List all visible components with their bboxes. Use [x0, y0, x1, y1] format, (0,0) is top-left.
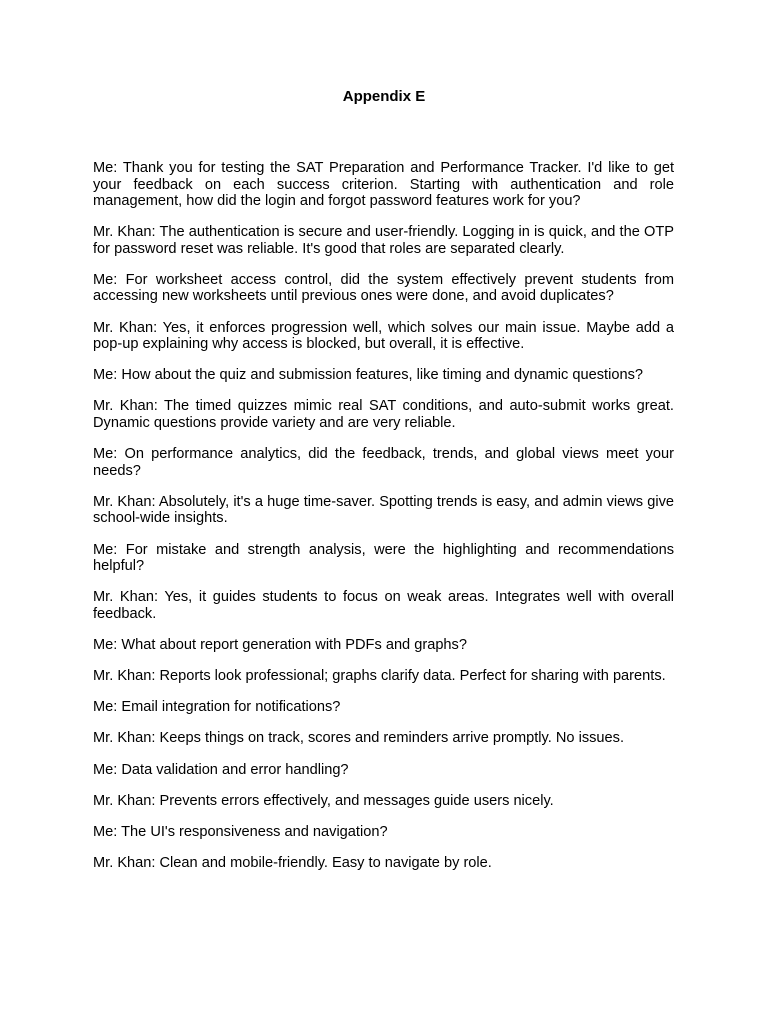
paragraph-18: Mr. Khan: Clean and mobile-friendly. Easy to navigate by role. — [93, 855, 492, 872]
paragraph-13: Me: Email integration for notifications? — [93, 699, 341, 716]
paragraph-2: Mr. Khan: The authentication is secure and user-friendly. Logging in is quick, and the OTP for password reset was reliable. It's good that roles are separated clearly. — [93, 224, 674, 257]
paragraph-9: Me: For mistake and strength analysis, were the highlighting and recommendations helpful? — [93, 541, 674, 574]
paragraph-7: Me: On performance analytics, did the feedback, trends, and global views meet your needs? — [93, 446, 674, 479]
paragraph-11: Me: What about report generation with PDFs and graphs? — [93, 636, 467, 653]
paragraph-3: Me: For worksheet access control, did the system effectively prevent students from accessing new worksheets until previous ones were done, and avoid duplicates? — [93, 271, 674, 305]
paragraph-5: Me: How about the quiz and submission features, like timing and dynamic questions? — [93, 367, 643, 384]
paragraph-16: Mr. Khan: Prevents errors effectively, and messages guide users nicely. — [93, 792, 554, 809]
paragraph-12: Mr. Khan: Reports look professional; graphs clarify data. Perfect for sharing with parents. — [93, 668, 666, 685]
interview-transcript — [93, 160, 674, 886]
paragraph-10: Mr. Khan: Yes, it guides students to focus on weak areas. Integrates well with overall feedback. — [93, 589, 674, 622]
paragraph-14: Mr. Khan: Keeps things on track, scores and reminders arrive promptly. No issues. — [93, 730, 625, 747]
page-title: Appendix E — [342, 88, 426, 105]
paragraph-1: Me: Thank you for testing the SAT Preparation and Performance Tracker. I'd like to get your feedback on each success criterion. Starting with authentication and role management, how did the login and forgot password features work for you? — [93, 160, 674, 209]
paragraph-6: Mr. Khan: The timed quizzes mimic real SAT conditions, and auto-submit works great. Dynamic questions provide variety and are very reliable. — [93, 398, 674, 431]
paragraph-15: Me: Data validation and error handling? — [93, 761, 349, 778]
paragraph-17: Me: The UI's responsiveness and navigation? — [93, 824, 388, 840]
paragraph-8: Mr. Khan: Absolutely, it's a huge time-saver. Spotting trends is easy, and admin views give school-wide insights. — [93, 493, 674, 527]
paragraph-4: Mr. Khan: Yes, it enforces progression well, which solves our main issue. Maybe add a pop-up explaining why access is blocked, but overall, it is effective. — [93, 319, 674, 353]
